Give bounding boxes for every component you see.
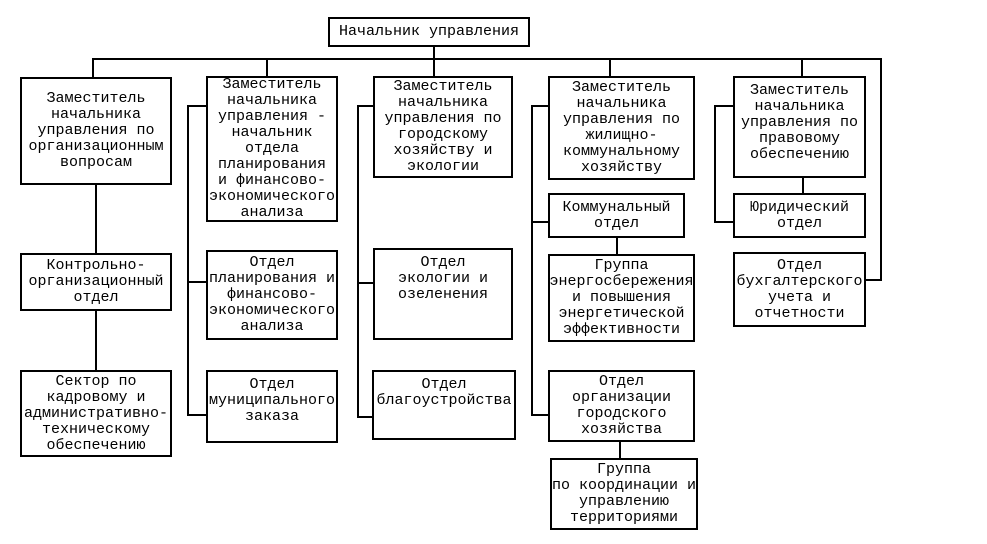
org-node-control-org-dept-line: отдел: [73, 289, 119, 306]
org-node-energy-group-line: энергетической: [558, 305, 685, 322]
org-node-accounting-dept-line: бухгалтерского: [736, 272, 863, 290]
org-node-communal-dept-line: Коммунальный: [562, 198, 671, 216]
org-node-hr-admin-sector-line: кадровому и: [46, 388, 146, 406]
org-node-deputy-planning-line: анализа: [240, 204, 304, 221]
org-node-communal-dept-line: отдел: [593, 214, 639, 232]
org-node-ecology-dept: [373, 248, 513, 340]
connector-head-stem: [433, 47, 435, 76]
connector-col2-stub-municipal: [187, 414, 206, 416]
org-node-deputy-planning: [206, 76, 338, 222]
org-node-planning-dept-line: экономического: [208, 302, 336, 319]
org-node-deputy-org-line: вопросам: [59, 154, 132, 171]
org-node-territory-group-line: Группа: [596, 461, 651, 478]
connector-col4-stub-deputy: [531, 105, 548, 107]
org-node-deputy-city-ecology-line: городскому: [397, 126, 488, 143]
org-node-deputy-housing-line: Заместитель: [571, 79, 672, 96]
connector-col2-vertical: [187, 105, 189, 416]
org-node-city-org-dept-line: Отдел: [598, 373, 644, 390]
connector-right-vertical: [880, 58, 882, 281]
org-node-planning-dept-line: Отдел: [249, 254, 295, 271]
org-node-deputy-legal-line: обеспечению: [749, 146, 850, 163]
org-node-deputy-housing-line: управления по: [562, 111, 681, 128]
org-node-planning-dept-line: анализа: [240, 318, 304, 335]
org-node-deputy-legal: [733, 76, 866, 178]
org-node-deputy-city-ecology-line: хозяйству и: [393, 142, 493, 159]
org-node-control-org-dept-line: организационный: [28, 273, 164, 290]
org-node-territory-group: [550, 458, 698, 530]
org-node-legal-dept: [733, 193, 866, 238]
org-node-deputy-planning-line: Заместитель: [222, 76, 322, 93]
org-node-ecology-dept-line: Отдел: [420, 254, 466, 271]
org-node-deputy-housing-line: коммунальному: [562, 143, 681, 160]
connector-bus-horizontal: [92, 58, 882, 60]
org-node-deputy-org-line: управления по: [37, 122, 155, 139]
org-node-deputy-housing-line: хозяйству: [580, 159, 662, 176]
connector-right-to-accounting: [866, 279, 882, 281]
org-node-head-line: Начальник управления: [338, 23, 520, 40]
connector-col4-stub-communal: [531, 221, 548, 223]
org-node-deputy-planning-line: начальник: [231, 124, 313, 141]
org-node-deputy-legal-line: начальника: [754, 98, 845, 115]
org-node-ecology-dept-line: озеленения: [397, 286, 488, 303]
org-node-hr-admin-sector-line: обеспечению: [46, 436, 146, 454]
org-node-improvement-dept-line: благоустройства: [376, 392, 512, 409]
org-node-city-org-dept-line: хозяйства: [580, 421, 662, 438]
org-node-territory-group-line: управлению: [578, 493, 669, 510]
org-node-planning-dept-line: планирования и: [208, 270, 336, 287]
org-node-improvement-dept-line: Отдел: [421, 376, 467, 393]
org-node-municipal-order-dept-line: Отдел: [249, 376, 295, 393]
org-node-territory-group-line: территориями: [569, 509, 679, 526]
org-node-accounting-dept-line: учета и: [767, 288, 831, 306]
org-node-city-org-dept: [548, 370, 695, 442]
org-node-accounting-dept-line: отчетности: [754, 304, 845, 322]
org-node-deputy-city-ecology-line: экологии: [406, 158, 479, 175]
org-node-deputy-city-ecology-line: начальника: [397, 94, 488, 111]
org-node-hr-admin-sector-line: Сектор по: [55, 372, 137, 390]
org-node-deputy-housing-line: жилищно-: [585, 127, 658, 144]
org-node-deputy-legal-line: правовому: [758, 130, 840, 147]
connector-col5-stub-legal: [714, 221, 733, 223]
connector-col3-stub-ecology: [357, 282, 373, 284]
org-node-ecology-dept-line: экологии и: [397, 270, 488, 287]
connector-col3-vertical: [357, 105, 359, 417]
connector-col4-drop: [609, 58, 611, 76]
org-node-deputy-org: [20, 77, 172, 185]
org-node-hr-admin-sector-line: техническому: [41, 420, 151, 438]
connector-col2-stub-deputy: [187, 105, 206, 107]
connector-col2-stub-planning: [187, 281, 206, 283]
org-node-energy-group-line: эффективности: [562, 321, 681, 338]
connector-deputy-legal-to-legal: [802, 178, 804, 193]
connector-col1-drop: [92, 58, 94, 77]
connector-cityorg-to-territory: [619, 442, 621, 458]
org-node-control-org-dept-line: Контрольно-: [46, 257, 146, 274]
org-node-head: [328, 17, 530, 47]
org-node-hr-admin-sector: [20, 370, 172, 457]
org-node-deputy-city-ecology-line: управления по: [384, 110, 502, 127]
org-node-municipal-order-dept-line: муниципального: [208, 392, 336, 409]
org-node-deputy-housing-line: начальника: [576, 95, 667, 112]
org-node-deputy-org-line: начальника: [50, 106, 141, 123]
org-node-control-org-dept: [20, 253, 172, 311]
org-node-energy-group-line: Группа: [594, 257, 649, 274]
org-node-energy-group: [548, 254, 695, 342]
connector-col3-stub-deputy: [357, 105, 373, 107]
org-node-deputy-planning-line: управления -: [217, 108, 327, 125]
connector-col3-stub-improvement: [357, 416, 373, 418]
org-node-deputy-planning-line: и финансово-: [217, 172, 327, 189]
org-node-municipal-order-dept: [206, 370, 338, 443]
org-node-territory-group-line: по координации и: [551, 477, 697, 494]
org-node-city-org-dept-line: организации: [571, 389, 672, 406]
connector-col4-vertical: [531, 105, 533, 415]
org-node-communal-dept: [548, 193, 685, 238]
org-node-deputy-legal-line: управления по: [740, 114, 859, 131]
connector-control-to-sector: [95, 311, 97, 370]
org-node-municipal-order-dept-line: заказа: [244, 408, 299, 425]
org-node-legal-dept-line: Юридический: [749, 198, 850, 216]
org-node-energy-group-line: и повышения: [571, 289, 672, 306]
connector-col5-stub-deputy: [714, 105, 733, 107]
org-node-deputy-housing: [548, 76, 695, 180]
org-node-planning-dept-line: финансово-: [226, 286, 317, 303]
connector-communal-to-energy: [616, 238, 618, 254]
org-node-deputy-planning-line: экономического: [208, 188, 336, 205]
connector-col4-stub-cityorg: [531, 414, 548, 416]
org-node-deputy-org-line: организационным: [28, 138, 164, 155]
connector-col5-drop: [801, 58, 803, 76]
connector-col2-drop: [266, 58, 268, 76]
org-node-planning-dept: [206, 250, 338, 340]
org-node-energy-group-line: энергосбережения: [549, 273, 694, 290]
org-node-deputy-planning-line: начальника: [226, 92, 317, 109]
org-node-deputy-legal-line: Заместитель: [749, 82, 850, 99]
org-node-city-org-dept-line: городского: [576, 405, 667, 422]
org-node-deputy-org-line: Заместитель: [46, 90, 146, 107]
connector-col5-vertical: [714, 105, 716, 223]
connector-deputy-org-to-control: [95, 185, 97, 253]
org-node-legal-dept-line: отдел: [776, 214, 822, 232]
org-node-deputy-city-ecology-line: Заместитель: [393, 78, 493, 95]
org-node-deputy-city-ecology: [373, 76, 513, 178]
org-node-accounting-dept-line: Отдел: [776, 256, 822, 274]
org-node-hr-admin-sector-line: административно-: [23, 404, 169, 422]
org-node-improvement-dept: [372, 370, 516, 440]
org-node-deputy-planning-line: планирования: [217, 156, 327, 173]
org-node-deputy-planning-line: отдела: [244, 140, 299, 157]
org-node-accounting-dept: [733, 252, 866, 327]
